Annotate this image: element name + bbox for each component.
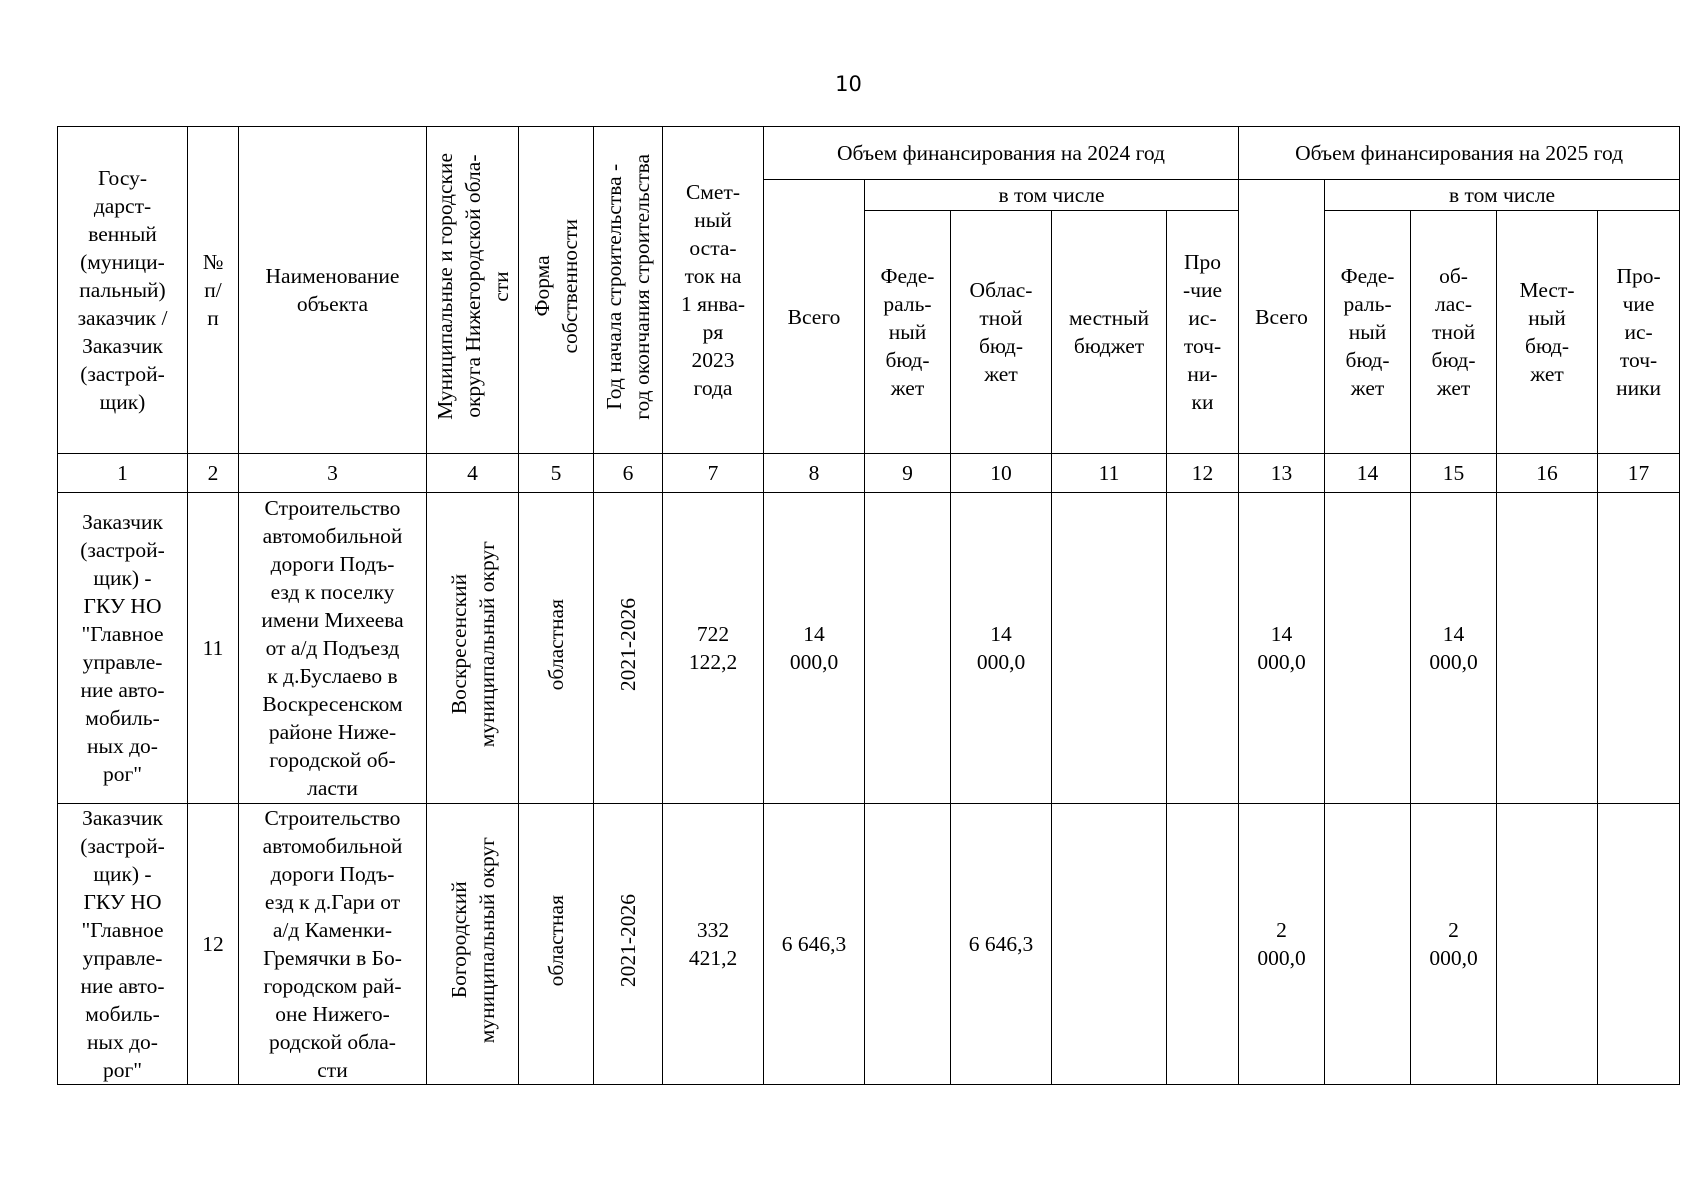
row-local-2024 xyxy=(1052,493,1167,804)
header-number: № п/ п xyxy=(188,127,239,454)
column-number: 15 xyxy=(1411,454,1497,493)
row-federal-2025 xyxy=(1325,804,1411,1085)
row-number: 11 xyxy=(188,493,239,804)
column-number: 17 xyxy=(1598,454,1680,493)
header-total-2025: Всего xyxy=(1239,180,1325,454)
row-total-2024: 6 646,3 xyxy=(764,804,865,1085)
header-ownership: Форма собственности xyxy=(519,127,594,454)
column-number: 6 xyxy=(594,454,663,493)
column-number: 5 xyxy=(519,454,594,493)
header-estimate: Смет- ный оста- ток на 1 янва- ря 2023 года xyxy=(663,127,764,454)
row-other-2024 xyxy=(1167,804,1239,1085)
header-federal-2024: Феде- раль- ный бюд- жет xyxy=(865,211,951,454)
header-municipality: Муниципальные и городские округа Нижегородской обла- сти xyxy=(427,127,519,454)
header-object-name: Наименование объекта xyxy=(239,127,427,454)
column-number: 12 xyxy=(1167,454,1239,493)
row-ownership: областная xyxy=(519,493,594,804)
header-total-2024: Всего xyxy=(764,180,865,454)
header-regional-2024: Облас- тной бюд- жет xyxy=(951,211,1052,454)
row-local-2025 xyxy=(1497,493,1598,804)
row-customer: Заказчик (застрой- щик) - ГКУ НО "Главное управле- ние авто- мобиль- ных до- рог" xyxy=(58,493,188,804)
row-municipality: Богородский муниципальный округ xyxy=(427,804,519,1085)
header-other-2024: Про -чие ис- точ- ни- ки xyxy=(1167,211,1239,454)
row-local-2024 xyxy=(1052,804,1167,1085)
row-estimate: 332 421,2 xyxy=(663,804,764,1085)
header-other-2025: Про- чие ис- точ- ники xyxy=(1598,211,1680,454)
financing-table xyxy=(57,126,1680,1085)
row-object-name: Строительство автомобильной дороги Подъ- езд к д.Гари от а/д Каменки- Гремячки в Бо- городском рай- оне Нижего- родской обла- сти xyxy=(239,804,427,1085)
row-ownership: областная xyxy=(519,804,594,1085)
column-number: 8 xyxy=(764,454,865,493)
row-total-2025: 14 000,0 xyxy=(1239,493,1325,804)
row-other-2025 xyxy=(1598,493,1680,804)
row-customer: Заказчик (застрой- щик) - ГКУ НО "Главное управле- ние авто- мобиль- ных до- рог" xyxy=(58,804,188,1085)
row-regional-2024: 14 000,0 xyxy=(951,493,1052,804)
row-number: 12 xyxy=(188,804,239,1085)
row-estimate: 722 122,2 xyxy=(663,493,764,804)
row-object-name: Строительство автомобильной дороги Подъ- езд к поселку имени Михеева от а/д Подъезд к д.Буслаево в Воскресенском районе Ниже- городской об- ласти xyxy=(239,493,427,804)
column-number: 1 xyxy=(58,454,188,493)
column-number: 7 xyxy=(663,454,764,493)
header-federal-2025: Феде- раль- ный бюд- жет xyxy=(1325,211,1411,454)
header-including-2025: в том числе xyxy=(1325,180,1680,211)
row-other-2024 xyxy=(1167,493,1239,804)
column-number: 3 xyxy=(239,454,427,493)
row-total-2024: 14 000,0 xyxy=(764,493,865,804)
header-years: Год начала строительства - год окончания строительства xyxy=(594,127,663,454)
column-number: 14 xyxy=(1325,454,1411,493)
header-including-2024: в том числе xyxy=(865,180,1239,211)
table-row xyxy=(58,493,1680,804)
header-customer: Госу- дарст- венный (муници- пальный) заказчик / Заказчик (застрой- щик) xyxy=(58,127,188,454)
column-number: 16 xyxy=(1497,454,1598,493)
column-number: 9 xyxy=(865,454,951,493)
row-total-2025: 2 000,0 xyxy=(1239,804,1325,1085)
column-number: 2 xyxy=(188,454,239,493)
row-regional-2025: 2 000,0 xyxy=(1411,804,1497,1085)
column-number: 4 xyxy=(427,454,519,493)
header-local-2024: местный бюджет xyxy=(1052,211,1167,454)
row-regional-2025: 14 000,0 xyxy=(1411,493,1497,804)
column-number: 11 xyxy=(1052,454,1167,493)
column-numbers-row xyxy=(58,454,1680,493)
row-federal-2025 xyxy=(1325,493,1411,804)
row-federal-2024 xyxy=(865,804,951,1085)
column-number: 13 xyxy=(1239,454,1325,493)
header-local-2025: Мест- ный бюд- жет xyxy=(1497,211,1598,454)
column-number: 10 xyxy=(951,454,1052,493)
row-other-2025 xyxy=(1598,804,1680,1085)
row-federal-2024 xyxy=(865,493,951,804)
header-regional-2025: об- лас- тной бюд- жет xyxy=(1411,211,1497,454)
row-years: 2021-2026 xyxy=(594,493,663,804)
row-local-2025 xyxy=(1497,804,1598,1085)
table-row xyxy=(58,804,1680,1085)
header-funding-2024: Объем финансирования на 2024 год xyxy=(764,127,1239,180)
header-funding-2025: Объем финансирования на 2025 год xyxy=(1239,127,1680,180)
row-municipality: Воскресенский муниципальный округ xyxy=(427,493,519,804)
page-number: 10 xyxy=(835,72,862,96)
row-years: 2021-2026 xyxy=(594,804,663,1085)
row-regional-2024: 6 646,3 xyxy=(951,804,1052,1085)
